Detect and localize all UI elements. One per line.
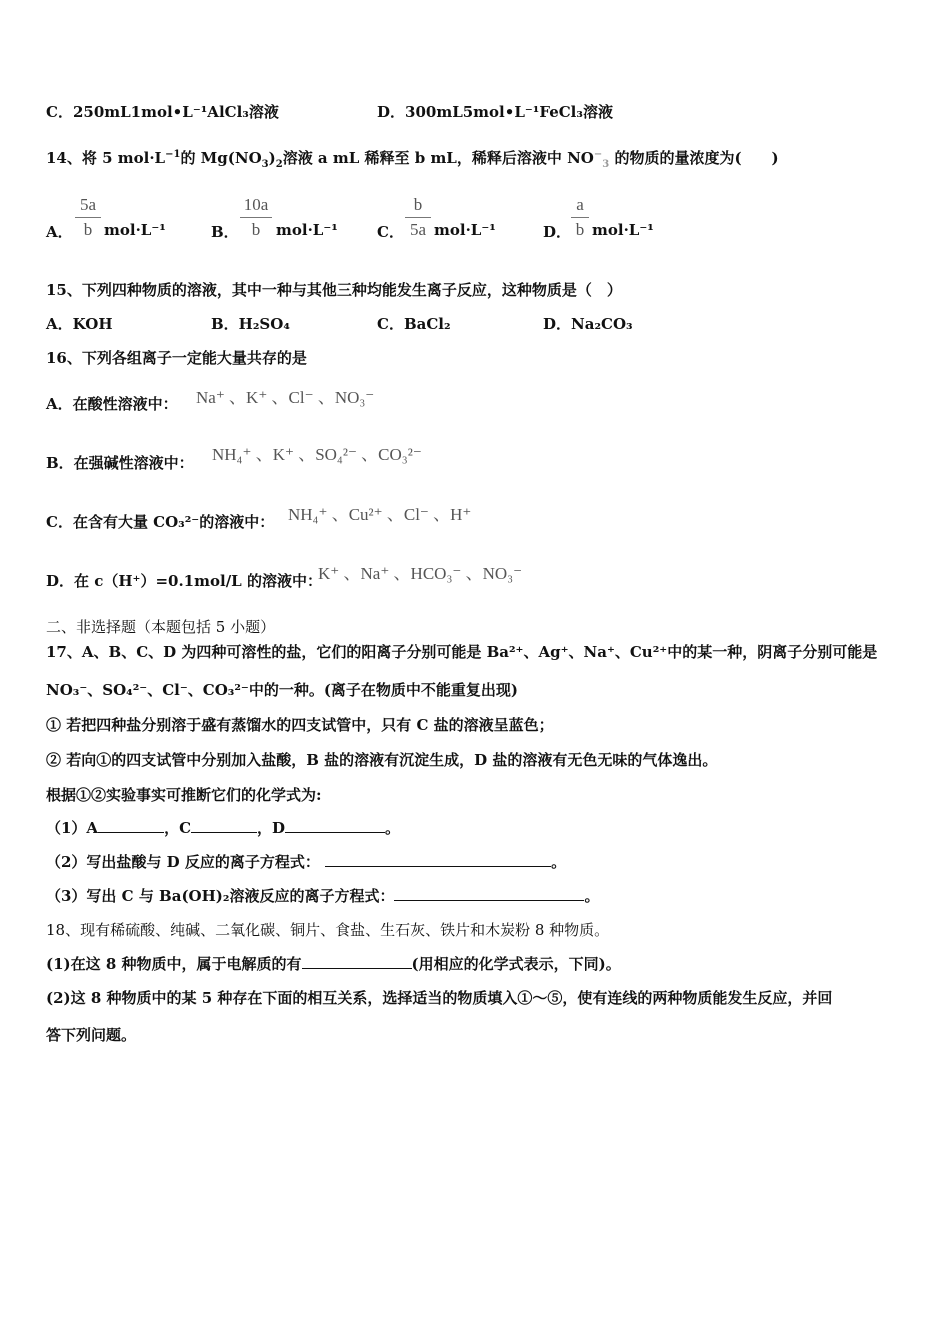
- answer-blank-d[interactable]: [285, 818, 385, 833]
- q14-stem: 14、将 5 $mol\cdot L^{-1}$的 $Mg(NO_3)_2$溶液 a mL 稀释至 b mL，稀释后溶液中 $NO^-_3$ 的物质的量浓度为( ): [46, 149, 779, 170]
- fraction-denominator: b: [575, 220, 585, 239]
- q16-option-d-label: D．在 c（H⁺）=0.1mol/L 的溶液中：: [46, 572, 322, 590]
- q14-option-a-fraction: [75, 195, 101, 240]
- q16-option-a-ions: Na⁺ 、K⁺ 、Cl⁻ 、NO₃⁻: [196, 388, 375, 407]
- q13-option-d: D．300mL5mol•L⁻¹FeCl₃溶液: [377, 103, 613, 121]
- q14-option-b-fraction: [240, 195, 272, 240]
- punctuation: 。: [385, 819, 401, 837]
- q15-option-a: A．KOH: [46, 315, 113, 333]
- section-heading: 二、非选择题（本题包括 5 小题）: [46, 618, 276, 636]
- fraction-numerator: a: [571, 195, 589, 218]
- q17-sub1-d-label: ，D: [257, 819, 286, 837]
- q14-option-b-label: B．: [211, 223, 239, 241]
- q14-option-d-label: D．: [543, 223, 572, 241]
- q16-option-c-label: C．在含有大量 CO₃²⁻的溶液中：: [46, 513, 275, 531]
- q17-sub1-a-label: （1）A: [46, 819, 99, 837]
- q14-option-a-unit: mol·L⁻¹: [104, 221, 166, 239]
- answer-blank-a[interactable]: [98, 818, 164, 833]
- q17-line4: ② 若向①的四支试管中分别加入盐酸，B 盐的溶液有沉淀生成，D 盐的溶液有无色无味的气体逸出。: [46, 751, 718, 769]
- q15-stem: 15、下列四种物质的溶液，其中一种与其他三种均能发生离子反应，这种物质是（ ）: [46, 281, 622, 299]
- q17-sub1-c-label: ，C: [164, 819, 192, 837]
- punctuation: 。: [551, 853, 567, 871]
- q18-line2-text: (1)在这 8 种物质中，属于电解质的有: [46, 955, 302, 973]
- fraction-denominator: b: [251, 220, 261, 239]
- q13-option-c: C．250mL1mol•L⁻¹AlCl₃溶液: [46, 103, 279, 121]
- fraction-denominator: 5a: [409, 220, 427, 239]
- q14-stem-part: 14、将 5 mol·L: [46, 149, 166, 167]
- q14-option-b-unit: mol·L⁻¹: [276, 221, 338, 239]
- q17-line3: ① 若把四种盐分别溶于盛有蒸馏水的四支试管中，只有 C 盐的溶液呈蓝色；: [46, 716, 554, 734]
- answer-blank-c[interactable]: [191, 818, 257, 833]
- q17-sub1: [46, 818, 400, 838]
- q17-sub2: [46, 852, 566, 872]
- q17-line1: 17、A、B、C、D 为四种可溶性的盐，它们的阳离子分别可能是 Ba²⁺、Ag⁺、Na⁺、Cu²⁺中的某一种，阴离子分别可能是: [46, 643, 878, 661]
- q18-line2: [46, 954, 621, 974]
- q14-option-d-unit: mol·L⁻¹: [592, 221, 654, 239]
- q14-option-c-label: C．: [377, 223, 404, 241]
- q16-stem: 16、下列各组离子一定能大量共存的是: [46, 349, 307, 367]
- q15-option-c: C．BaCl₂: [377, 315, 451, 333]
- answer-blank-equation-1[interactable]: [325, 852, 551, 867]
- q14-stem-part: 的 Mg(NO: [180, 149, 262, 167]
- q18-line1: 18、现有稀硫酸、纯碱、二氧化碳、铜片、食盐、生石灰、铁片和木炭粉 8 种物质。: [46, 921, 610, 939]
- q14-option-c-fraction: [405, 195, 431, 240]
- q16-option-c-ions: NH₄⁺ 、Cu²⁺ 、Cl⁻ 、H⁺: [288, 505, 472, 524]
- answer-blank-equation-2[interactable]: [394, 886, 584, 901]
- q17-line5: 根据①②实验事实可推断它们的化学式为:: [46, 786, 322, 804]
- answer-blank-electrolytes[interactable]: [302, 954, 412, 969]
- q16-option-b-ions: NH₄⁺ 、K⁺ 、SO₄²⁻ 、CO₃²⁻: [212, 445, 422, 464]
- q18-line4: 答下列问题。: [46, 1026, 137, 1044]
- fraction-numerator: 5a: [75, 195, 101, 218]
- q14-stem-part: 溶液 a mL 稀释至 b mL，稀释后溶液中 NO: [282, 149, 594, 167]
- q16-option-b-label: B．在强碱性溶液中：: [46, 454, 194, 472]
- q15-option-b: B．H₂SO₄: [211, 315, 290, 333]
- q18-line2-text: (用相应的化学式表示，下同)。: [411, 955, 621, 973]
- q14-option-d-fraction: [571, 195, 589, 240]
- q14-option-c-unit: mol·L⁻¹: [434, 221, 496, 239]
- q17-line2: NO₃⁻、SO₄²⁻、Cl⁻、CO₃²⁻中的一种。(离子在物质中不能重复出现): [46, 681, 519, 699]
- q17-sub2-label: （2）写出盐酸与 D 反应的离子方程式：: [46, 853, 320, 871]
- q16-option-d-ions: K⁺ 、Na⁺ 、HCO₃⁻ 、NO₃⁻: [318, 564, 523, 583]
- q17-sub3: [46, 886, 599, 906]
- q18-line3: (2)这 8 种物质中的某 5 种存在下面的相互关系，选择适当的物质填入①～⑤，使有连线的两种物质能发生反应，并回: [46, 989, 833, 1007]
- fraction-numerator: b: [405, 195, 431, 218]
- q14-option-a-label: A．: [46, 223, 73, 241]
- q14-stem-part: 的物质的量浓度为( ): [614, 149, 779, 167]
- fraction-denominator: b: [83, 220, 93, 239]
- q15-option-d: D．Na₂CO₃: [543, 315, 633, 333]
- q16-option-a-label: A．在酸性溶液中：: [46, 395, 178, 413]
- punctuation: 。: [584, 887, 600, 905]
- fraction-numerator: 10a: [240, 195, 272, 218]
- q17-sub3-label: （3）写出 C 与 Ba(OH)₂溶液反应的离子方程式：: [46, 887, 395, 905]
